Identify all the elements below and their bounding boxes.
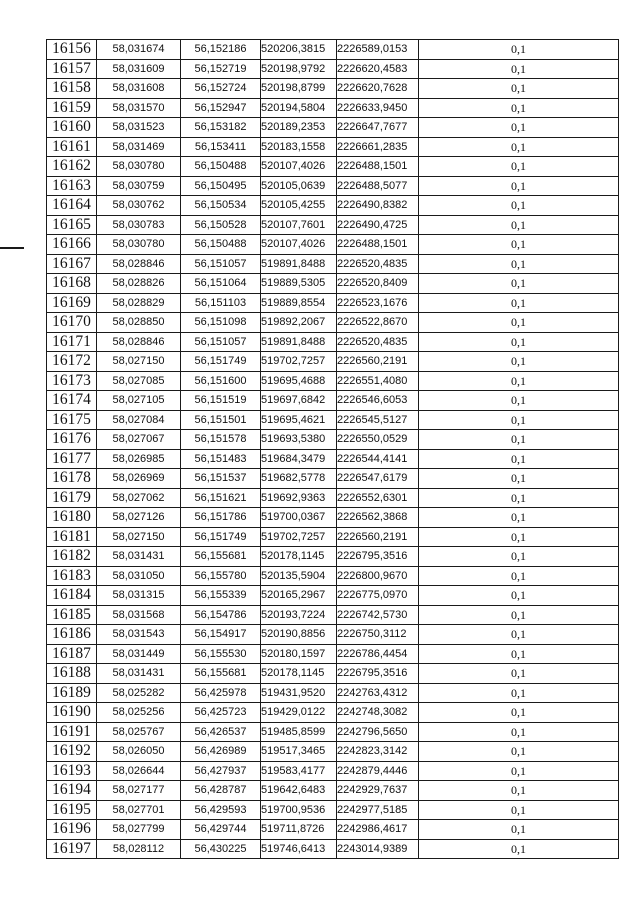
x-coordinate-cell: 520206,3815 (261, 40, 337, 60)
point-number-cell: 16188 (47, 664, 97, 684)
y-coordinate-cell: 2226800,9670 (337, 566, 419, 586)
coordinates-table (46, 39, 619, 859)
table-row (47, 605, 619, 625)
longitude-cell: 56,426989 (181, 742, 261, 762)
latitude-cell: 58,031608 (97, 79, 181, 99)
longitude-cell: 56,425978 (181, 683, 261, 703)
table-row (47, 215, 619, 235)
latitude-cell: 58,027177 (97, 781, 181, 801)
x-coordinate-cell: 519697,6842 (261, 391, 337, 411)
point-number-cell: 16193 (47, 761, 97, 781)
longitude-cell: 56,425723 (181, 703, 261, 723)
point-number-cell: 16197 (47, 839, 97, 859)
longitude-cell: 56,151483 (181, 449, 261, 469)
point-number-cell: 16157 (47, 59, 97, 79)
table-row (47, 742, 619, 762)
y-coordinate-cell: 2226560,2191 (337, 527, 419, 547)
point-number-cell: 16179 (47, 488, 97, 508)
x-coordinate-cell: 519682,5778 (261, 469, 337, 489)
x-coordinate-cell: 519702,7257 (261, 352, 337, 372)
accuracy-cell: 0,1 (419, 605, 619, 625)
longitude-cell: 56,429744 (181, 820, 261, 840)
longitude-cell: 56,151749 (181, 527, 261, 547)
table-row (47, 839, 619, 859)
x-coordinate-cell: 520189,2353 (261, 118, 337, 138)
x-coordinate-cell: 519889,8554 (261, 293, 337, 313)
point-number-cell: 16161 (47, 137, 97, 157)
table-row (47, 820, 619, 840)
point-number-cell: 16185 (47, 605, 97, 625)
latitude-cell: 58,027067 (97, 430, 181, 450)
accuracy-cell: 0,1 (419, 215, 619, 235)
latitude-cell: 58,027085 (97, 371, 181, 391)
table-row (47, 79, 619, 99)
y-coordinate-cell: 2226795,3516 (337, 547, 419, 567)
point-number-cell: 16183 (47, 566, 97, 586)
y-coordinate-cell: 2226545,5127 (337, 410, 419, 430)
scan-edge-line (0, 247, 24, 249)
longitude-cell: 56,426537 (181, 722, 261, 742)
accuracy-cell: 0,1 (419, 59, 619, 79)
longitude-cell: 56,152719 (181, 59, 261, 79)
latitude-cell: 58,026969 (97, 469, 181, 489)
point-number-cell: 16196 (47, 820, 97, 840)
table-row (47, 625, 619, 645)
latitude-cell: 58,027150 (97, 352, 181, 372)
point-number-cell: 16191 (47, 722, 97, 742)
y-coordinate-cell: 2226620,4583 (337, 59, 419, 79)
latitude-cell: 58,030783 (97, 215, 181, 235)
accuracy-cell: 0,1 (419, 781, 619, 801)
x-coordinate-cell: 520105,4255 (261, 196, 337, 216)
table-row (47, 352, 619, 372)
accuracy-cell: 0,1 (419, 79, 619, 99)
longitude-cell: 56,153182 (181, 118, 261, 138)
point-number-cell: 16195 (47, 800, 97, 820)
point-number-cell: 16158 (47, 79, 97, 99)
table-row (47, 410, 619, 430)
point-number-cell: 16169 (47, 293, 97, 313)
x-coordinate-cell: 520165,2967 (261, 586, 337, 606)
accuracy-cell: 0,1 (419, 644, 619, 664)
y-coordinate-cell: 2242823,3142 (337, 742, 419, 762)
point-number-cell: 16187 (47, 644, 97, 664)
point-number-cell: 16174 (47, 391, 97, 411)
longitude-cell: 56,429593 (181, 800, 261, 820)
x-coordinate-cell: 520178,1145 (261, 547, 337, 567)
point-number-cell: 16176 (47, 430, 97, 450)
table-row (47, 488, 619, 508)
x-coordinate-cell: 519702,7257 (261, 527, 337, 547)
latitude-cell: 58,028846 (97, 254, 181, 274)
table-row (47, 293, 619, 313)
accuracy-cell: 0,1 (419, 488, 619, 508)
latitude-cell: 58,026050 (97, 742, 181, 762)
y-coordinate-cell: 2226520,4835 (337, 254, 419, 274)
y-coordinate-cell: 2226520,4835 (337, 332, 419, 352)
longitude-cell: 56,155681 (181, 547, 261, 567)
longitude-cell: 56,150534 (181, 196, 261, 216)
longitude-cell: 56,428787 (181, 781, 261, 801)
x-coordinate-cell: 519889,5305 (261, 274, 337, 294)
point-number-cell: 16184 (47, 586, 97, 606)
x-coordinate-cell: 520180,1597 (261, 644, 337, 664)
accuracy-cell: 0,1 (419, 683, 619, 703)
latitude-cell: 58,027084 (97, 410, 181, 430)
y-coordinate-cell: 2226547,6179 (337, 469, 419, 489)
y-coordinate-cell: 2226633,9450 (337, 98, 419, 118)
latitude-cell: 58,031523 (97, 118, 181, 138)
accuracy-cell: 0,1 (419, 800, 619, 820)
longitude-cell: 56,152186 (181, 40, 261, 60)
point-number-cell: 16192 (47, 742, 97, 762)
longitude-cell: 56,151578 (181, 430, 261, 450)
x-coordinate-cell: 520183,1558 (261, 137, 337, 157)
table-row (47, 683, 619, 703)
y-coordinate-cell: 2226520,8409 (337, 274, 419, 294)
x-coordinate-cell: 520107,4026 (261, 157, 337, 177)
accuracy-cell: 0,1 (419, 722, 619, 742)
x-coordinate-cell: 519892,2067 (261, 313, 337, 333)
y-coordinate-cell: 2226488,1501 (337, 235, 419, 255)
latitude-cell: 58,027150 (97, 527, 181, 547)
longitude-cell: 56,150528 (181, 215, 261, 235)
table-row (47, 196, 619, 216)
latitude-cell: 58,028826 (97, 274, 181, 294)
accuracy-cell: 0,1 (419, 839, 619, 859)
latitude-cell: 58,031449 (97, 644, 181, 664)
y-coordinate-cell: 2226488,5077 (337, 176, 419, 196)
y-coordinate-cell: 2226750,3112 (337, 625, 419, 645)
point-number-cell: 16170 (47, 313, 97, 333)
longitude-cell: 56,155530 (181, 644, 261, 664)
latitude-cell: 58,031315 (97, 586, 181, 606)
y-coordinate-cell: 2243014,9389 (337, 839, 419, 859)
accuracy-cell: 0,1 (419, 254, 619, 274)
table-row (47, 371, 619, 391)
point-number-cell: 16181 (47, 527, 97, 547)
point-number-cell: 16190 (47, 703, 97, 723)
x-coordinate-cell: 520107,7601 (261, 215, 337, 235)
accuracy-cell: 0,1 (419, 235, 619, 255)
x-coordinate-cell: 520193,7224 (261, 605, 337, 625)
longitude-cell: 56,155681 (181, 664, 261, 684)
table-row (47, 157, 619, 177)
accuracy-cell: 0,1 (419, 625, 619, 645)
table-row (47, 586, 619, 606)
y-coordinate-cell: 2226620,7628 (337, 79, 419, 99)
x-coordinate-cell: 519695,4621 (261, 410, 337, 430)
x-coordinate-cell: 519700,0367 (261, 508, 337, 528)
x-coordinate-cell: 520198,8799 (261, 79, 337, 99)
latitude-cell: 58,025282 (97, 683, 181, 703)
longitude-cell: 56,151621 (181, 488, 261, 508)
longitude-cell: 56,151600 (181, 371, 261, 391)
point-number-cell: 16156 (47, 40, 97, 60)
table-row (47, 98, 619, 118)
table-row (47, 137, 619, 157)
y-coordinate-cell: 2226775,0970 (337, 586, 419, 606)
y-coordinate-cell: 2226552,6301 (337, 488, 419, 508)
longitude-cell: 56,152947 (181, 98, 261, 118)
y-coordinate-cell: 2226562,3868 (337, 508, 419, 528)
y-coordinate-cell: 2242796,5650 (337, 722, 419, 742)
x-coordinate-cell: 520178,1145 (261, 664, 337, 684)
table-row (47, 40, 619, 60)
latitude-cell: 58,031568 (97, 605, 181, 625)
point-number-cell: 16166 (47, 235, 97, 255)
x-coordinate-cell: 519695,4688 (261, 371, 337, 391)
latitude-cell: 58,027105 (97, 391, 181, 411)
latitude-cell: 58,030762 (97, 196, 181, 216)
accuracy-cell: 0,1 (419, 742, 619, 762)
accuracy-cell: 0,1 (419, 820, 619, 840)
latitude-cell: 58,031674 (97, 40, 181, 60)
accuracy-cell: 0,1 (419, 527, 619, 547)
latitude-cell: 58,025767 (97, 722, 181, 742)
y-coordinate-cell: 2226795,3516 (337, 664, 419, 684)
x-coordinate-cell: 519684,3479 (261, 449, 337, 469)
point-number-cell: 16168 (47, 274, 97, 294)
latitude-cell: 58,031431 (97, 547, 181, 567)
longitude-cell: 56,153411 (181, 137, 261, 157)
y-coordinate-cell: 2226544,4141 (337, 449, 419, 469)
table-row (47, 274, 619, 294)
coordinates-table-body (47, 40, 619, 859)
longitude-cell: 56,151749 (181, 352, 261, 372)
point-number-cell: 16189 (47, 683, 97, 703)
accuracy-cell: 0,1 (419, 137, 619, 157)
table-row (47, 469, 619, 489)
y-coordinate-cell: 2242929,7637 (337, 781, 419, 801)
latitude-cell: 58,027701 (97, 800, 181, 820)
longitude-cell: 56,151057 (181, 254, 261, 274)
y-coordinate-cell: 2226560,2191 (337, 352, 419, 372)
point-number-cell: 16172 (47, 352, 97, 372)
point-number-cell: 16167 (47, 254, 97, 274)
longitude-cell: 56,155780 (181, 566, 261, 586)
longitude-cell: 56,427937 (181, 761, 261, 781)
y-coordinate-cell: 2226661,2835 (337, 137, 419, 157)
longitude-cell: 56,154917 (181, 625, 261, 645)
longitude-cell: 56,151501 (181, 410, 261, 430)
latitude-cell: 58,031609 (97, 59, 181, 79)
y-coordinate-cell: 2226488,1501 (337, 157, 419, 177)
accuracy-cell: 0,1 (419, 40, 619, 60)
accuracy-cell: 0,1 (419, 391, 619, 411)
latitude-cell: 58,030780 (97, 157, 181, 177)
table-row (47, 722, 619, 742)
latitude-cell: 58,025256 (97, 703, 181, 723)
longitude-cell: 56,151786 (181, 508, 261, 528)
point-number-cell: 16194 (47, 781, 97, 801)
longitude-cell: 56,152724 (181, 79, 261, 99)
table-row (47, 781, 619, 801)
point-number-cell: 16171 (47, 332, 97, 352)
table-row (47, 118, 619, 138)
x-coordinate-cell: 519429,0122 (261, 703, 337, 723)
latitude-cell: 58,031570 (97, 98, 181, 118)
accuracy-cell: 0,1 (419, 371, 619, 391)
x-coordinate-cell: 519642,6483 (261, 781, 337, 801)
longitude-cell: 56,151537 (181, 469, 261, 489)
longitude-cell: 56,150488 (181, 235, 261, 255)
table-row (47, 547, 619, 567)
point-number-cell: 16164 (47, 196, 97, 216)
latitude-cell: 58,028112 (97, 839, 181, 859)
point-number-cell: 16177 (47, 449, 97, 469)
y-coordinate-cell: 2242986,4617 (337, 820, 419, 840)
accuracy-cell: 0,1 (419, 176, 619, 196)
longitude-cell: 56,151064 (181, 274, 261, 294)
y-coordinate-cell: 2226551,4080 (337, 371, 419, 391)
table-row (47, 508, 619, 528)
point-number-cell: 16182 (47, 547, 97, 567)
table-row (47, 664, 619, 684)
x-coordinate-cell: 519891,8488 (261, 254, 337, 274)
accuracy-cell: 0,1 (419, 196, 619, 216)
accuracy-cell: 0,1 (419, 157, 619, 177)
table-row (47, 800, 619, 820)
point-number-cell: 16186 (47, 625, 97, 645)
x-coordinate-cell: 519583,4177 (261, 761, 337, 781)
point-number-cell: 16163 (47, 176, 97, 196)
x-coordinate-cell: 519485,8599 (261, 722, 337, 742)
table-row (47, 176, 619, 196)
table-row (47, 644, 619, 664)
longitude-cell: 56,155339 (181, 586, 261, 606)
latitude-cell: 58,027062 (97, 488, 181, 508)
accuracy-cell: 0,1 (419, 274, 619, 294)
x-coordinate-cell: 520198,9792 (261, 59, 337, 79)
latitude-cell: 58,031050 (97, 566, 181, 586)
y-coordinate-cell: 2226647,7677 (337, 118, 419, 138)
y-coordinate-cell: 2226546,6053 (337, 391, 419, 411)
x-coordinate-cell: 519711,8726 (261, 820, 337, 840)
longitude-cell: 56,151057 (181, 332, 261, 352)
y-coordinate-cell: 2226523,1676 (337, 293, 419, 313)
y-coordinate-cell: 2226490,4725 (337, 215, 419, 235)
longitude-cell: 56,151519 (181, 391, 261, 411)
point-number-cell: 16178 (47, 469, 97, 489)
accuracy-cell: 0,1 (419, 293, 619, 313)
y-coordinate-cell: 2226786,4454 (337, 644, 419, 664)
latitude-cell: 58,028829 (97, 293, 181, 313)
longitude-cell: 56,151103 (181, 293, 261, 313)
longitude-cell: 56,430225 (181, 839, 261, 859)
latitude-cell: 58,026644 (97, 761, 181, 781)
point-number-cell: 16159 (47, 98, 97, 118)
table-row (47, 59, 619, 79)
table-row (47, 703, 619, 723)
x-coordinate-cell: 519692,9363 (261, 488, 337, 508)
longitude-cell: 56,154786 (181, 605, 261, 625)
accuracy-cell: 0,1 (419, 410, 619, 430)
accuracy-cell: 0,1 (419, 566, 619, 586)
y-coordinate-cell: 2226522,8670 (337, 313, 419, 333)
latitude-cell: 58,027126 (97, 508, 181, 528)
accuracy-cell: 0,1 (419, 469, 619, 489)
accuracy-cell: 0,1 (419, 547, 619, 567)
latitude-cell: 58,031431 (97, 664, 181, 684)
point-number-cell: 16180 (47, 508, 97, 528)
point-number-cell: 16175 (47, 410, 97, 430)
longitude-cell: 56,150488 (181, 157, 261, 177)
point-number-cell: 16165 (47, 215, 97, 235)
accuracy-cell: 0,1 (419, 352, 619, 372)
x-coordinate-cell: 520107,4026 (261, 235, 337, 255)
accuracy-cell: 0,1 (419, 332, 619, 352)
x-coordinate-cell: 520105,0639 (261, 176, 337, 196)
accuracy-cell: 0,1 (419, 703, 619, 723)
table-row (47, 313, 619, 333)
y-coordinate-cell: 2242763,4312 (337, 683, 419, 703)
x-coordinate-cell: 519700,9536 (261, 800, 337, 820)
y-coordinate-cell: 2242977,5185 (337, 800, 419, 820)
x-coordinate-cell: 520194,5804 (261, 98, 337, 118)
latitude-cell: 58,030780 (97, 235, 181, 255)
longitude-cell: 56,150495 (181, 176, 261, 196)
accuracy-cell: 0,1 (419, 118, 619, 138)
accuracy-cell: 0,1 (419, 664, 619, 684)
accuracy-cell: 0,1 (419, 449, 619, 469)
x-coordinate-cell: 520135,5904 (261, 566, 337, 586)
accuracy-cell: 0,1 (419, 761, 619, 781)
x-coordinate-cell: 519746,6413 (261, 839, 337, 859)
table-row (47, 527, 619, 547)
accuracy-cell: 0,1 (419, 313, 619, 333)
table-row (47, 449, 619, 469)
latitude-cell: 58,028846 (97, 332, 181, 352)
point-number-cell: 16160 (47, 118, 97, 138)
latitude-cell: 58,031469 (97, 137, 181, 157)
longitude-cell: 56,151098 (181, 313, 261, 333)
y-coordinate-cell: 2226550,0529 (337, 430, 419, 450)
accuracy-cell: 0,1 (419, 508, 619, 528)
y-coordinate-cell: 2242879,4446 (337, 761, 419, 781)
point-number-cell: 16162 (47, 157, 97, 177)
accuracy-cell: 0,1 (419, 430, 619, 450)
latitude-cell: 58,030759 (97, 176, 181, 196)
x-coordinate-cell: 519693,5380 (261, 430, 337, 450)
y-coordinate-cell: 2226490,8382 (337, 196, 419, 216)
table-row (47, 332, 619, 352)
table-row (47, 254, 619, 274)
latitude-cell: 58,031543 (97, 625, 181, 645)
y-coordinate-cell: 2226589,0153 (337, 40, 419, 60)
table-row (47, 391, 619, 411)
table-row (47, 235, 619, 255)
point-number-cell: 16173 (47, 371, 97, 391)
x-coordinate-cell: 519891,8488 (261, 332, 337, 352)
y-coordinate-cell: 2242748,3082 (337, 703, 419, 723)
y-coordinate-cell: 2226742,5730 (337, 605, 419, 625)
x-coordinate-cell: 519517,3465 (261, 742, 337, 762)
latitude-cell: 58,027799 (97, 820, 181, 840)
latitude-cell: 58,028850 (97, 313, 181, 333)
table-row (47, 761, 619, 781)
latitude-cell: 58,026985 (97, 449, 181, 469)
x-coordinate-cell: 520190,8856 (261, 625, 337, 645)
table-row (47, 566, 619, 586)
x-coordinate-cell: 519431,9520 (261, 683, 337, 703)
accuracy-cell: 0,1 (419, 98, 619, 118)
accuracy-cell: 0,1 (419, 586, 619, 606)
table-row (47, 430, 619, 450)
